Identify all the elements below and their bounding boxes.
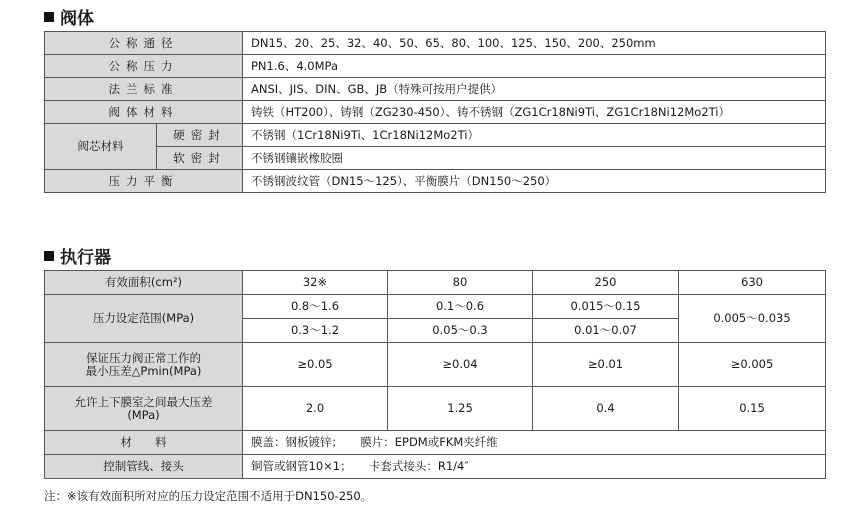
valve-spec-table xyxy=(44,31,826,193)
material-value: 膜盖：钢板镀锌； 膜片：EPDM或FKM夹纤维 xyxy=(243,431,826,455)
min-diff-cell: ≥0.01 xyxy=(533,343,679,387)
max-diff-label xyxy=(45,387,243,431)
min-diff-label-line: 最小压差△Pmin(MPa) xyxy=(85,363,202,378)
row-value: PN1.6、4.0MPa xyxy=(243,55,826,78)
actuator-spec-table xyxy=(44,270,826,479)
table-row xyxy=(45,170,826,193)
table-row xyxy=(45,271,826,295)
range-label: 压力设定范围(MPa) xyxy=(45,295,243,343)
range-cell: 0.05～0.3 xyxy=(388,319,533,343)
table-row xyxy=(45,343,826,387)
pipe-label: 控制管线、接头 xyxy=(45,455,243,479)
sub-label: 软密封 xyxy=(157,147,243,170)
actuator-title-text: 执行器 xyxy=(60,248,111,268)
area-cell: 250 xyxy=(533,271,679,295)
sub-label: 硬密封 xyxy=(157,124,243,147)
max-diff-label-line: 允许上下膜室之间最大压差 xyxy=(74,394,213,409)
actuator-section-title xyxy=(44,243,111,268)
area-cell: 80 xyxy=(388,271,533,295)
table-row xyxy=(45,32,826,55)
row-value: DN15、20、25、32、40、50、65、80、100、125、150、200、250mm xyxy=(243,32,826,55)
valve-section-title xyxy=(44,4,94,29)
max-diff-cell: 0.15 xyxy=(679,387,826,431)
range-cell: 0.005～0.035 xyxy=(679,295,826,343)
table-row xyxy=(45,387,826,431)
min-diff-cell: ≥0.05 xyxy=(243,343,388,387)
row-value: 不锈钢（1Cr18Ni9Ti、1Cr18Ni12Mo2Ti） xyxy=(243,124,826,147)
range-cell: 0.01～0.07 xyxy=(533,319,679,343)
range-cell: 0.8～1.6 xyxy=(243,295,388,319)
min-diff-label-line: 保证压力阀正常工作的 xyxy=(86,350,201,365)
pipe-value: 铜管或钢管10×1； 卡套式接头：R1/4″ xyxy=(243,455,826,479)
valve-title-text: 阀体 xyxy=(60,9,94,29)
table-row xyxy=(45,55,826,78)
row-value: 铸铁（HT200）、铸钢（ZG230-450）、铸不锈钢（ZG1Cr18Ni9Ti、ZG1Cr18Ni12Mo2Ti） xyxy=(243,101,826,124)
row-value: 不锈钢波纹管（DN15～125）、平衡膜片（DN150～250） xyxy=(243,170,826,193)
min-diff-cell: ≥0.005 xyxy=(679,343,826,387)
row-value: ANSI、JIS、DIN、GB、JB（特殊可按用户提供） xyxy=(243,78,826,101)
table-row xyxy=(45,431,826,455)
row-value: 不锈钢镶嵌橡胶圈 xyxy=(243,147,826,170)
table-row xyxy=(45,78,826,101)
min-diff-label xyxy=(45,343,243,387)
table-row xyxy=(45,147,826,170)
max-diff-cell: 2.0 xyxy=(243,387,388,431)
footnote: 注：※该有效面积所对应的压力设定范围不适用于DN150-250。 xyxy=(44,489,373,503)
table-row xyxy=(45,295,826,319)
square-bullet-icon xyxy=(44,251,54,261)
min-diff-cell: ≥0.04 xyxy=(388,343,533,387)
row-label: 阀芯材料 xyxy=(45,124,157,170)
row-label: 公称通径 xyxy=(45,32,243,55)
area-cell: 32※ xyxy=(243,271,388,295)
material-label: 材 料 xyxy=(45,431,243,455)
range-cell: 0.1～0.6 xyxy=(388,295,533,319)
range-cell: 0.015～0.15 xyxy=(533,295,679,319)
max-diff-label-line: (MPa) xyxy=(127,407,160,422)
row-label: 公称压力 xyxy=(45,55,243,78)
header-label: 有效面积(cm²) xyxy=(45,271,243,295)
table-row xyxy=(45,455,826,479)
table-row xyxy=(45,124,826,147)
table-row xyxy=(45,101,826,124)
row-label: 法兰标准 xyxy=(45,78,243,101)
row-label: 压力平衡 xyxy=(45,170,243,193)
area-cell: 630 xyxy=(679,271,826,295)
row-label: 阀体材料 xyxy=(45,101,243,124)
square-bullet-icon xyxy=(44,12,54,22)
max-diff-cell: 0.4 xyxy=(533,387,679,431)
range-cell: 0.3～1.2 xyxy=(243,319,388,343)
max-diff-cell: 1.25 xyxy=(388,387,533,431)
